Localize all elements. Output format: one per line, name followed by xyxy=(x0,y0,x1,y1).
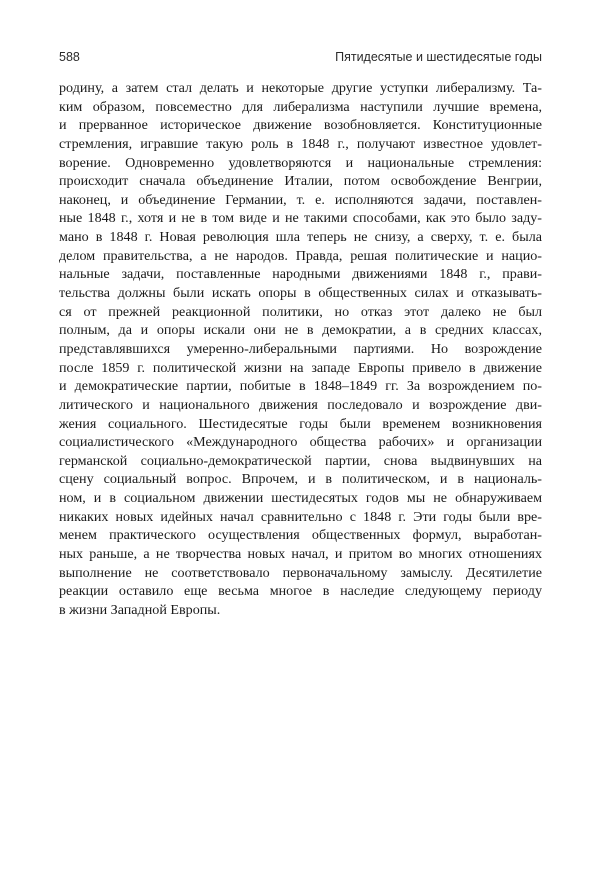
text-line: стремления, игравшие такую роль в 1848 г., получают известное удовлет- xyxy=(59,135,542,152)
text-line: ных раньше, а не творчества новых начал, и притом во многих отношениях xyxy=(59,546,542,563)
text-line: нальные задачи, поставленные народными движениями 1848 г., прави- xyxy=(59,266,542,283)
text-line: ким образом, повсеместно для либерализма наступили лучшие времена, xyxy=(59,98,542,115)
text-line: ся от прежней реакционной политики, но отказ этот далеко не был xyxy=(59,303,542,320)
text-line: родину, а затем стал делать и некоторые другие уступки либерализму. Та- xyxy=(59,80,542,96)
text-line: представлявшихся умеренно-либеральными партиями. Но возрождение xyxy=(59,340,542,357)
text-line: и прерванное историческое движение возобновляется. Конституционные xyxy=(59,117,542,134)
text-line: полным, да и опоры искали они не в демократии, а в средних классах, xyxy=(59,322,542,339)
text-line: социалистического «Международного общества рабочих» и организации xyxy=(59,434,542,451)
text-line: ном, и в социальном движении шестидесятых годов мы не обнаруживаем xyxy=(59,490,542,507)
text-line: выполнение не соответствовало первоначальному замыслу. Десятилетие xyxy=(59,564,542,581)
text-line: менем практического осуществления общественных формул, выработан- xyxy=(59,527,542,544)
text-line: наконец, и объединение Германии, т. е. исполняются задачи, поставлен- xyxy=(59,191,542,208)
page-header xyxy=(59,47,542,67)
text-line: германской социально-демократической партии, снова выдвинувших на xyxy=(59,452,542,469)
text-line: делом правительства, а не народов. Правда, решая политические и нацио- xyxy=(59,247,542,264)
text-line: жения социального. Шестидесятые годы были временем возникновения xyxy=(59,415,542,432)
body-text xyxy=(59,79,542,620)
text-line: происходит сначала объединение Италии, потом освобождение Венгрии, xyxy=(59,173,542,190)
text-line: никаких новых идейных начал сравнительно с 1848 г. Эти годы были вре- xyxy=(59,508,542,525)
page-number: 588 xyxy=(59,50,80,64)
text-line: мано в 1848 г. Новая революция шла теперь не снизу, а сверху, т. е. была xyxy=(59,229,542,246)
text-line: после 1859 г. политической жизни на западе Европы привело в движение xyxy=(59,359,542,376)
text-line: и демократические партии, побитые в 1848–1849 гг. За возрождением по- xyxy=(59,378,542,395)
text-line: в жизни Западной Европы. xyxy=(59,601,221,618)
text-line: литического и национального движения последовало и возрождение дви- xyxy=(59,396,542,413)
text-line: реакции оставило еще весьма многое в наследие следующему периоду xyxy=(59,583,542,600)
running-title: Пятидесятые и шестидесятые годы xyxy=(335,50,542,64)
text-line: сцену социальный вопрос. Впрочем, и в политическом, и в националь- xyxy=(59,471,542,488)
text-line: ные 1848 г., хотя и не в том виде и не такими способами, как это было заду- xyxy=(59,210,542,227)
text-line: ворение. Одновременно удовлетворяются и национальные стремления: xyxy=(59,154,542,171)
text-line: тельства должны были искать опоры в общественных силах и отказывать- xyxy=(59,285,542,302)
